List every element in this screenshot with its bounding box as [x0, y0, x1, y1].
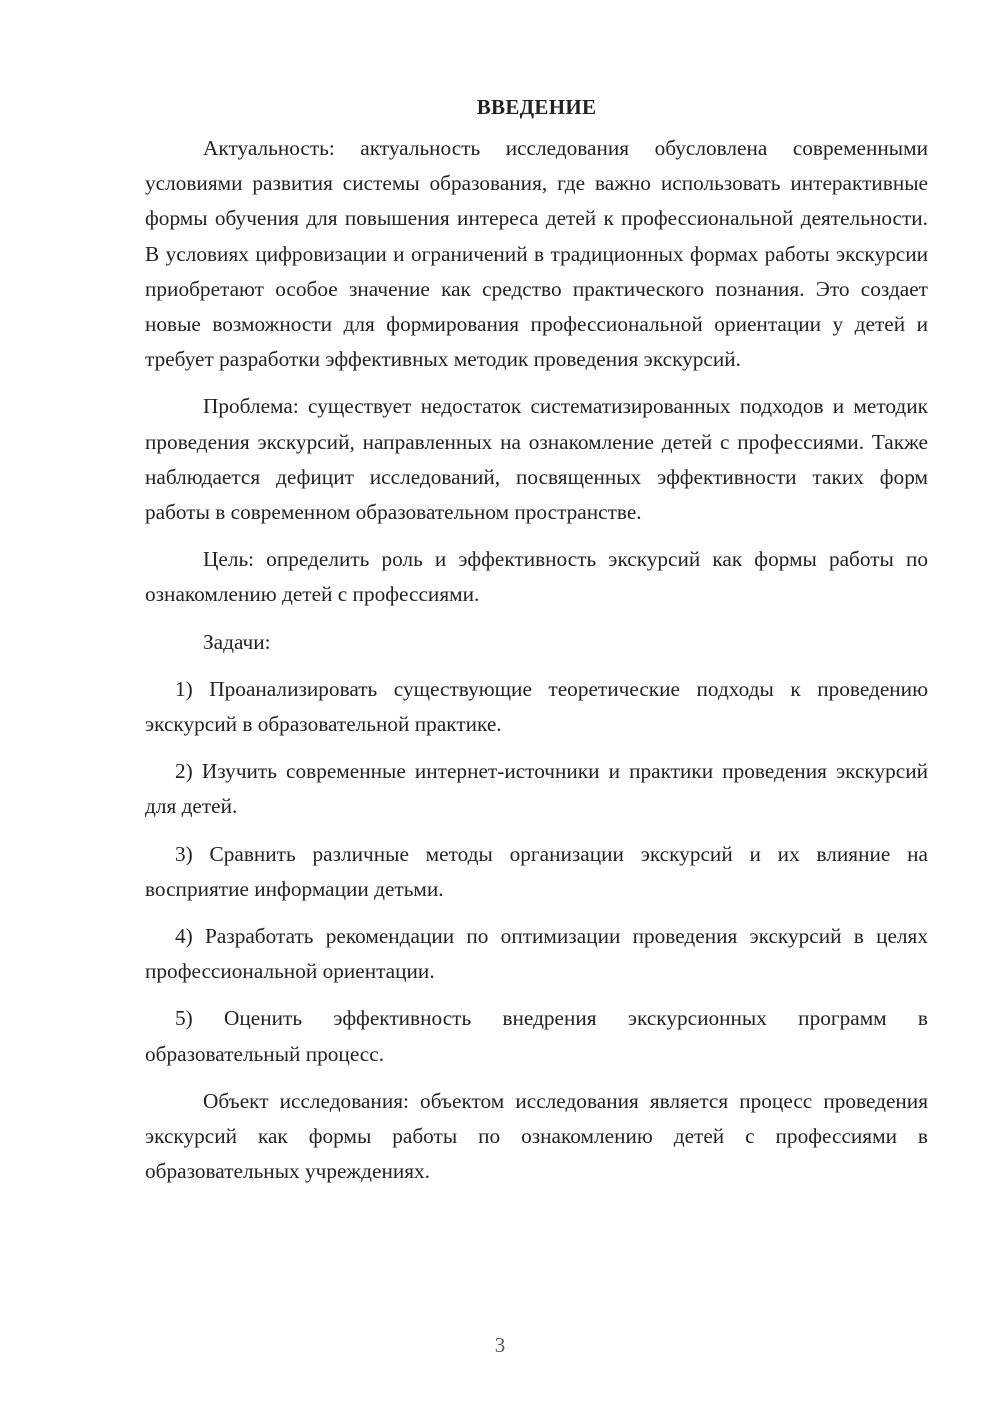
task-item-3: 3) Сравнить различные методы организации экскурсий и их влияние на восприятие информации детьми.: [145, 841, 928, 901]
paragraph-goal: Цель: определить роль и эффективность экскурсий как формы работы по ознакомлению детей с профессиями.: [145, 547, 928, 607]
task-item-4: 4) Разработать рекомендации по оптимизации проведения экскурсий в целях профессиональной ориентации.: [145, 924, 928, 984]
paragraph-relevance: Актуальность: актуальность исследования обусловлена современными условиями развития системы образования, где важно использовать интерактивные формы обучения для повышения интереса детей к профессиональной деятельности. В условиях цифровизации и ограничений в традиционных формах работы экскурсии приобретают особое значение как средство практического познания. Это создает новые возможности для формирования профессиональной ориентации у детей и требует разработки эффективных методик проведения экскурсий.: [145, 136, 928, 372]
section-title: ВВЕДЕНИЕ: [476, 95, 597, 119]
paragraph-object: Объект исследования: объектом исследования является процесс проведения экскурсий как формы работы по ознакомлению детей с профессиями в образовательных учреждениях.: [145, 1088, 928, 1184]
page-content: [145, 90, 928, 1201]
paragraph-tasks-heading: Задачи:: [203, 629, 271, 654]
task-item-2: 2) Изучить современные интернет-источники и практики проведения экскурсий для детей.: [145, 759, 928, 819]
task-item-1: 1) Проанализировать существующие теоретические подходы к проведению экскурсий в образовательной практике.: [145, 676, 928, 737]
task-item-5: 5) Оценить эффективность внедрения экскурсионных программ в образовательный процесс.: [145, 1006, 928, 1066]
page-number: 3: [494, 1333, 506, 1357]
paragraph-problem: Проблема: существует недостаток систематизированных подходов и методик проведения экскурсий, направленных на ознакомление детей с профессиями. Также наблюдается дефицит исследований, посвященных эффективности таких форм работы в современном образовательном пространстве.: [145, 394, 928, 525]
